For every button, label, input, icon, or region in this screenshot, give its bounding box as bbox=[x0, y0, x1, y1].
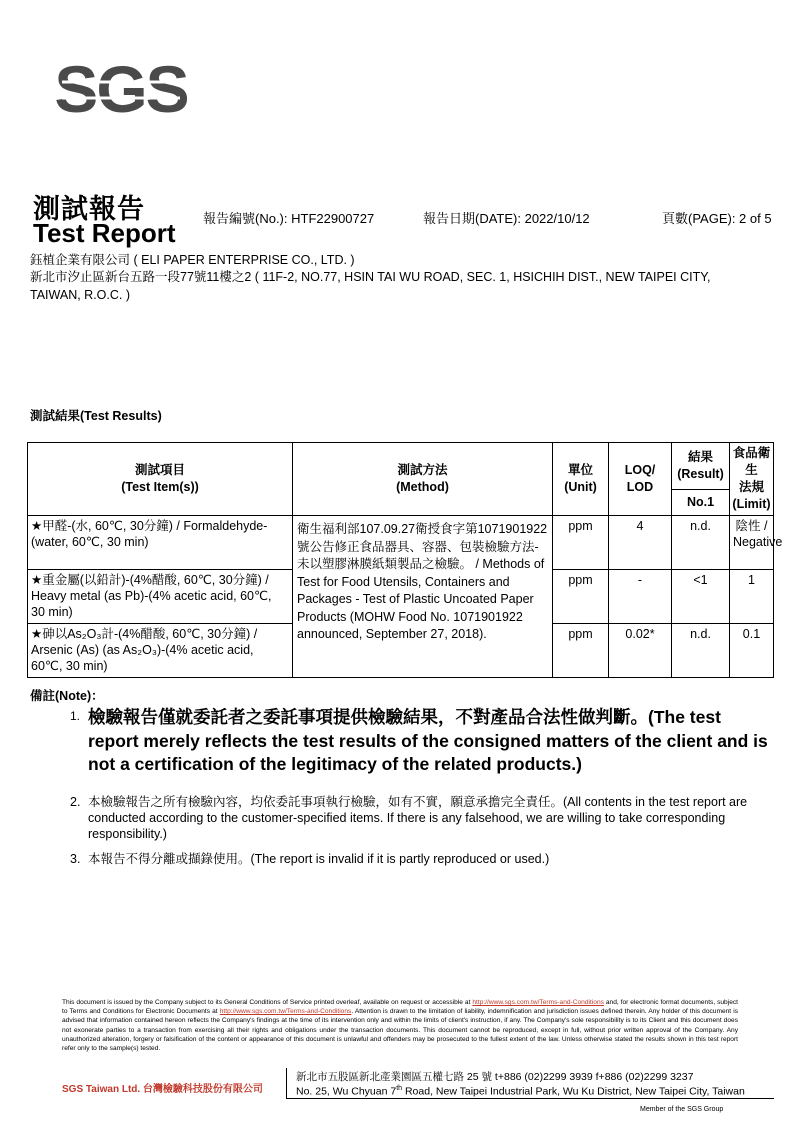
client-address-line1: 新北市汐止區新台五路一段77號11樓之2 ( 11F-2, NO.77, HSIN TAI WU ROAD, SEC. 1, HSICHIH DIST., NEW TAIPEI CITY, bbox=[30, 270, 711, 284]
row-unit: ppm bbox=[553, 570, 609, 624]
header-loq bbox=[609, 443, 672, 516]
item-line: 60℃, 30 min) bbox=[31, 659, 108, 673]
header-result-zh: 結果 bbox=[687, 450, 713, 465]
note-number: 3. bbox=[70, 852, 81, 866]
report-number: 報告編號(No.): HTF22900727 bbox=[203, 211, 375, 226]
table-row bbox=[28, 516, 774, 570]
row-test-item bbox=[28, 570, 293, 624]
footer-address-en bbox=[296, 1085, 745, 1098]
row-result: n.d. bbox=[672, 516, 730, 570]
header-limit-zh1: 食品衛生 bbox=[732, 446, 771, 477]
note-text: 本檢驗報告之所有檢驗內容，均依委託事項執行檢驗，如有不實，願意承擔完全責任。(All contents in the test report are conducted according to the customer-specified items. If there is any falsehood, we are willing to take corresponding responsibility.) bbox=[88, 795, 748, 841]
sgs-logo bbox=[54, 52, 188, 126]
item-line: ★重金屬(以鉛計)-(4%醋酸, 60℃, 30分鐘) / bbox=[31, 573, 269, 587]
footer-rule bbox=[286, 1098, 774, 1099]
row-loq: 0.02* bbox=[609, 624, 672, 678]
header-limit-zh2: 法規 bbox=[738, 480, 764, 494]
footer-address-en-part: No. 25, Wu Chyuan 7 bbox=[296, 1085, 397, 1098]
footer-company: SGS Taiwan Ltd. 台灣檢驗科技股份有限公司 bbox=[62, 1084, 263, 1095]
footer-address-en-part: Road, New Taipei Industrial Park, Wu Ku District, New Taipei City, Taiwan bbox=[402, 1085, 745, 1098]
item-line: (water, 60℃, 30 min) bbox=[31, 535, 149, 549]
row-loq: - bbox=[609, 570, 672, 624]
disclaimer-text: This document is issued by the Company subject to its General Conditions of Service printed overleaf, available on request or accessible at bbox=[62, 999, 473, 1006]
header-test-item bbox=[28, 443, 293, 516]
results-section-title: 測試結果(Test Results) bbox=[30, 409, 162, 423]
row-result: <1 bbox=[672, 570, 730, 624]
item-line: ★砷以As₂O₃計-(4%醋酸, 60℃, 30分鐘) / bbox=[31, 627, 258, 641]
header-result-en: (Result) bbox=[677, 467, 724, 482]
terms-link[interactable]: http://www.sgs.com.tw/Terms-and-Conditions bbox=[472, 999, 604, 1006]
note-text: 檢驗報告僅就委託者之委託事項提供檢驗結果，不對產品合法性做判斷。(The test report merely reflects the test results of the consigned matters of the client and is not a certification of the legitimacy of the related products.) bbox=[88, 707, 768, 774]
footer-address-sup: th bbox=[396, 1085, 403, 1092]
row-limit: 0.1 bbox=[730, 624, 774, 678]
header-method-zh: 測試方法 bbox=[397, 463, 448, 477]
row-unit: ppm bbox=[553, 516, 609, 570]
item-line: 30 min) bbox=[31, 605, 73, 619]
header-limit bbox=[730, 443, 774, 516]
header-unit bbox=[553, 443, 609, 516]
client-name: 鈺植企業有限公司 ( ELI PAPER ENTERPRISE CO., LTD. ) bbox=[30, 253, 355, 267]
header-method-en: (Method) bbox=[396, 480, 449, 494]
item-line: Heavy metal (as Pb)-(4% acetic acid, 60℃, bbox=[31, 589, 272, 603]
row-test-item bbox=[28, 624, 293, 678]
legal-disclaimer bbox=[62, 998, 738, 1053]
header-item-zh: 測試項目 bbox=[134, 463, 185, 477]
electronic-terms-link[interactable]: http://www.sgs.com.tw/Terms-and-Conditions bbox=[219, 1008, 352, 1016]
row-test-item bbox=[28, 516, 293, 570]
row-loq: 4 bbox=[609, 516, 672, 570]
page-number: 頁數(PAGE): 2 of 5 bbox=[662, 211, 772, 226]
row-limit: 1 bbox=[730, 570, 774, 624]
header-loq-1: LOQ/ bbox=[624, 463, 656, 477]
disclaimer-text: . Attention is drawn to the limitation of liability, indemnification and jurisdiction issues defined therein. Any holder of this document is advised that information contained hereon reflects the Company's findings at the time of its intervention only and within the limits of client's instruction, if any. The Company's sole responsibility is to its Client and this document does not exonerate parties to a transaction from exercising all their rights and obligations under the transaction documents. This document cannot be reproduced, except in full, without prior written approval of the Company. Any unauthorized alteration, forgery or falsification of the content or appearance of this document is unlawful and offenders may be prosecuted to the fullest extent of the law. Unless otherwise stated the results shown in this test report refer only to the sample(s) tested. bbox=[62, 1008, 738, 1053]
report-title-en: Test Report bbox=[33, 218, 176, 248]
disclaimer-text: and, for electronic format documents, subject to Terms and Conditions for Electronic Documents at bbox=[62, 999, 738, 1016]
sgs-logo-mark bbox=[54, 52, 188, 126]
note-number: 1. bbox=[70, 709, 81, 723]
member-of-sgs-group: Member of the SGS Group bbox=[640, 1106, 724, 1113]
item-line: ★甲醛-(水, 60℃, 30分鐘) / Formaldehyde- bbox=[31, 519, 268, 533]
row-unit: ppm bbox=[553, 624, 609, 678]
client-address-line2: TAIWAN, R.O.C. ) bbox=[30, 288, 130, 302]
header-loq-2: LOD bbox=[626, 480, 654, 494]
report-date: 報告日期(DATE): 2022/10/12 bbox=[423, 211, 590, 226]
header-limit-en: (Limit) bbox=[732, 497, 771, 511]
item-line: Arsenic (As) (as As₂O₃)-(4% acetic acid, bbox=[31, 643, 254, 657]
row-result: n.d. bbox=[672, 624, 730, 678]
note-number: 2. bbox=[70, 795, 81, 809]
logo-text: SGS bbox=[54, 52, 188, 126]
client-address bbox=[30, 268, 780, 304]
header-result bbox=[672, 443, 730, 490]
header-result-sample: No.1 bbox=[672, 490, 730, 516]
method-description: 衛生福利部107.09.27衛授食字第1071901922號公告修正食品器具、容器、包裝檢驗方法-未以塑膠淋膜紙類製品之檢驗。 / Methods of Test for Food Utensils, Containers and Packages - Test of Plastic Uncoated Paper Products (MOHW Food No. 1071901922 announced, September 27, 2018). bbox=[293, 516, 553, 678]
results-table bbox=[27, 442, 783, 678]
note-text: 本報告不得分離或擷錄使用。(The report is invalid if it is partly reproduced or used.) bbox=[88, 852, 550, 866]
header-unit-zh: 單位 bbox=[567, 463, 593, 477]
row-limit: 陰性 / Negative bbox=[730, 516, 774, 570]
notes-title: 備註(Note)： bbox=[30, 689, 104, 703]
footer-divider bbox=[286, 1068, 287, 1098]
header-method bbox=[293, 443, 553, 516]
footer-address-zh: 新北市五股區新北產業園區五權七路 25 號 t+886 (02)2299 3939 f+886 (02)2299 3237 bbox=[296, 1071, 694, 1083]
header-unit-en: (Unit) bbox=[564, 480, 597, 494]
header-item-en: (Test Item(s)) bbox=[121, 480, 199, 494]
report-title-zh: 測試報告 bbox=[33, 194, 145, 225]
